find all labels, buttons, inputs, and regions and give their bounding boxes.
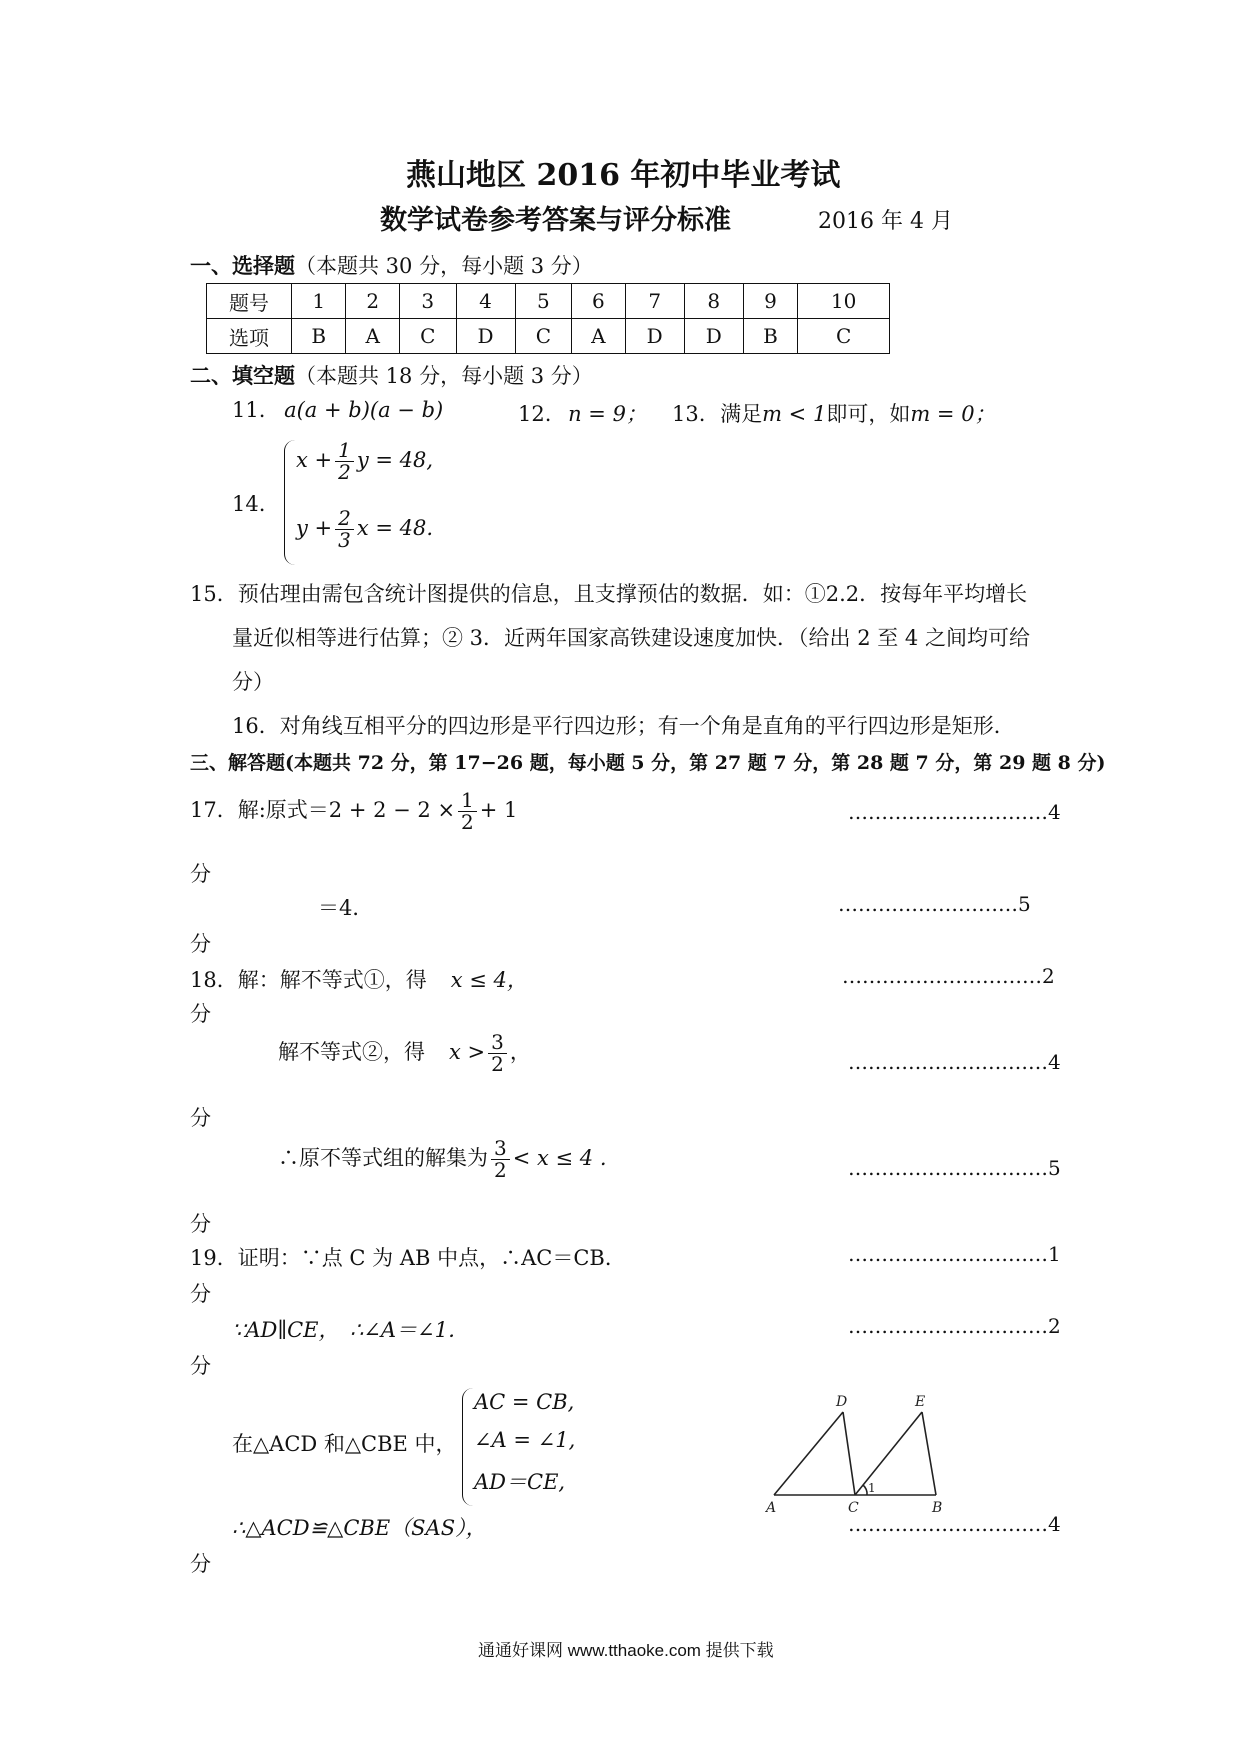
q17-expression-pre: 17．解:原式＝2 + 2 − 2 × [190, 798, 456, 822]
q19-line-4: ∴△ACD≌△CBE（SAS）， [232, 1516, 487, 1540]
label-a: A [766, 1500, 777, 1514]
q18-line-1 [190, 964, 528, 994]
table-cell: 1 [292, 284, 346, 319]
q19-score-4: …………………………4 [848, 1512, 1061, 1536]
q19-unit-1: 分 [190, 1282, 211, 1306]
exam-date: 2016 年 4 月 [818, 209, 953, 234]
label-b: B [932, 1500, 943, 1514]
q15-line-2: 量近似相等进行估算；② 3．近两年国家高铁建设速度加快．（给出 2 至 4 之间均可给 [232, 626, 1030, 650]
table-cell: A [346, 319, 400, 354]
q18-line-2 [278, 1032, 531, 1075]
table-cell: 5 [515, 284, 572, 319]
q18-line1-text: 18．解：解不等式①，得 [190, 968, 427, 992]
q18-line1-expr: x ≤ 4， [450, 968, 528, 992]
table-cell: B [743, 319, 797, 354]
q19-line-1: 19．证明：∵点 C 为 AB 中点，∴AC＝CB． [190, 1246, 626, 1270]
table-row [207, 284, 890, 319]
q13 [672, 398, 996, 428]
q19-score-2: …………………………2 [848, 1314, 1061, 1338]
q17-score-2: ………………………5 [838, 892, 1031, 916]
q19-sys-line-3: AD＝CE, [474, 1470, 566, 1494]
table-row [207, 319, 890, 354]
q19-sys-line-1: AC = CB, [474, 1390, 575, 1414]
q11-answer: a(a + b)(a − b) [284, 398, 444, 422]
fraction-numerator: 1 [335, 440, 354, 462]
q17-expression-post: + 1 [479, 798, 518, 822]
q17-unit-2: 分 [190, 932, 211, 956]
q19-line-2: ∵AD∥CE， ∴∠A＝∠1． [232, 1318, 470, 1342]
table-cell: 8 [684, 284, 743, 319]
angle-1-arc [863, 1485, 867, 1495]
q16: 16．对角线互相平分的四边形是平行四边形；有一个角是直角的平行四边形是矩形． [232, 714, 1015, 738]
q12 [518, 398, 647, 428]
section-2-note: （本题共 18 分，每小题 3 分） [295, 364, 593, 388]
q18-unit-1: 分 [190, 1002, 211, 1026]
answer-table [206, 283, 890, 354]
table-cell: 3 [399, 284, 456, 319]
q18-score-2: …………………………4 [848, 1050, 1061, 1074]
q13-number: 13. [672, 402, 706, 426]
table-cell: 7 [625, 284, 684, 319]
fraction-denominator: 2 [491, 1052, 504, 1076]
q14-line2-pre: y + [296, 516, 333, 540]
q14-line-2 [296, 508, 433, 551]
q11-number: 11. [232, 398, 266, 422]
segment-dc [843, 1412, 855, 1495]
q13-condition: m < 1 [762, 402, 827, 426]
q18-line2-expr: x > [449, 1040, 486, 1064]
table-cell: 4 [456, 284, 515, 319]
q11 [232, 398, 443, 422]
q12-number: 12. [518, 402, 552, 426]
q14-line-1 [296, 440, 433, 483]
segment-ce [855, 1412, 922, 1495]
q18-line2-text: 解不等式②，得 [278, 1040, 425, 1064]
section-1-title: 一、选择题 [190, 253, 295, 278]
q17-unit-1: 分 [190, 862, 211, 886]
section-3-heading: 三、解答题(本题共 72 分，第 17−26 题，每小题 5 分，第 27 题 7 分，第 28 题 7 分，第 29 题 8 分) [190, 752, 1106, 774]
q18-score-3: …………………………5 [848, 1156, 1061, 1180]
fraction-numerator: 3 [488, 1032, 507, 1054]
q14-line2-fraction [335, 508, 354, 551]
q18-line3-text: ∴原不等式组的解集为 [278, 1146, 488, 1170]
fraction-denominator: 2 [461, 810, 474, 834]
table-cell: 6 [572, 284, 626, 319]
q13-example: m = 0； [910, 402, 996, 426]
q19-score-1: …………………………1 [848, 1242, 1061, 1266]
q13-mid: 即可，如 [826, 402, 911, 426]
table-row-label: 选项 [207, 319, 292, 354]
q18-line2-post: ， [509, 1040, 531, 1064]
table-cell: D [684, 319, 743, 354]
table-cell: 9 [743, 284, 797, 319]
label-e: E [915, 1394, 926, 1410]
fraction-numerator: 1 [458, 790, 477, 812]
q19-sys-line-2: ∠A = ∠1, [474, 1428, 576, 1452]
table-cell: 10 [798, 284, 890, 319]
q15-line-3: 分） [232, 670, 274, 694]
q19-unit-2: 分 [190, 1354, 211, 1378]
q17-line-2: ＝4． [318, 896, 374, 920]
q18-line3-post: < x ≤ 4 . [512, 1146, 607, 1170]
table-cell: C [399, 319, 456, 354]
section-2-title: 二、填空题 [190, 363, 295, 388]
q18-line3-fraction [491, 1138, 510, 1181]
q18-unit-3: 分 [190, 1212, 211, 1236]
table-cell: D [456, 319, 515, 354]
fraction-denominator: 2 [338, 460, 351, 484]
q17-line-1 [190, 790, 517, 833]
q14-number: 14. [232, 492, 266, 516]
q14-line1-fraction [335, 440, 354, 483]
table-cell: A [572, 319, 626, 354]
q14-line1-post: y = 48, [356, 448, 434, 472]
q19-unit-4: 分 [190, 1552, 211, 1576]
fraction-denominator: 3 [338, 528, 351, 552]
table-cell: D [625, 319, 684, 354]
table-cell: C [515, 319, 572, 354]
q18-unit-2: 分 [190, 1106, 211, 1130]
segment-eb [922, 1412, 936, 1495]
fraction-numerator: 3 [491, 1138, 510, 1160]
q19-line-3: 在△ACD 和△CBE 中， [232, 1432, 457, 1456]
q18-line2-fraction [488, 1032, 507, 1075]
table-row-label: 题号 [207, 284, 292, 319]
page-footer: 通通好课网 www.tthaoke.com 提供下载 [478, 1641, 774, 1660]
q18-line-3 [278, 1138, 607, 1181]
label-angle-1: 1 [868, 1481, 876, 1495]
fraction-denominator: 2 [494, 1158, 507, 1182]
page-subtitle: 数学试卷参考答案与评分标准 [380, 205, 731, 236]
q19-brace [462, 1388, 473, 1506]
q18-score-1: …………………………2 [842, 964, 1055, 988]
q14-brace [284, 440, 295, 565]
section-1-note: （本题共 30 分，每小题 3 分） [295, 254, 593, 278]
q14-line2-post: x = 48. [356, 516, 434, 540]
table-cell: B [292, 319, 346, 354]
q17-fraction [458, 790, 477, 833]
label-d: D [836, 1394, 848, 1410]
section-2-heading [190, 360, 593, 390]
q19-geometry-figure [760, 1392, 950, 1514]
label-c: C [848, 1500, 859, 1514]
section-1-heading [190, 250, 593, 280]
q12-answer: n = 9； [568, 402, 647, 426]
q17-score-1: …………………………4 [848, 800, 1061, 824]
table-cell: 2 [346, 284, 400, 319]
fraction-numerator: 2 [335, 508, 354, 530]
page-title: 燕山地区 2016 年初中毕业考试 [406, 158, 841, 193]
table-cell: C [798, 319, 890, 354]
q15-line-1: 15．预估理由需包含统计图提供的信息，且支撑预估的数据．如：①2.2．按每年平均增长 [190, 582, 1028, 606]
q13-text: 满足 [720, 402, 763, 426]
q14-line1-pre: x + [296, 448, 333, 472]
segment-ad [774, 1412, 843, 1495]
